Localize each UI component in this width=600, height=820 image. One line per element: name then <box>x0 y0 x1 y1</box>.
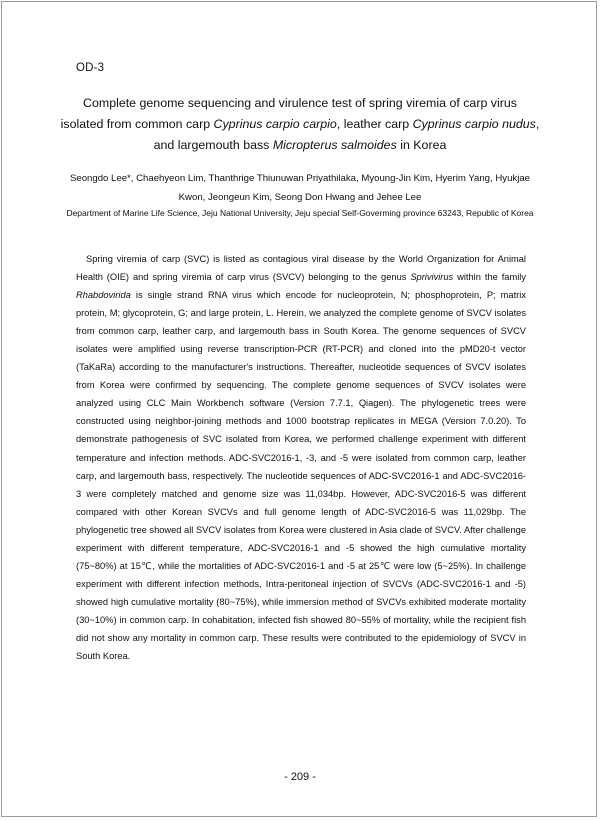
session-code: OD-3 <box>76 62 105 74</box>
page-number: - 209 - <box>284 771 316 783</box>
abstract-body: Spring viremia of carp (SVC) is listed as contagious viral disease by the World Organization for Animal Health (OIE) and spring viremia of carp virus (SVCV) belonging to the genus Sprivivirus within the family Rhabdovirida is single strand RNA virus which encode for nucleoprotein, N; phosphoprotein, P; matrix protein, M; glycoprotein, G; and large protein, L. Herein, we analyzed the complete genome of SVCV isolates from common carp, leather carp, and largemouth bass in South Korea. The genome sequences of SVCV isolates were amplified using reverse transcription-PCR (RT-PCR) and cloned into the pMD20-t vector (TaKaRa) according to the manufacturer's instructions. Thereafter, nucleotide sequences of SVCV isolates from Korea were confirmed by sequencing. The complete genome sequences of SVCV isolates were analyzed using CLC Main Workbench software (Version 7.7.1, Qiagen). The phylogenetic trees were constructed using neighbor-joining methods and 1000 bootstrap replicates in MEGA (Version 7.0.20). To demonstrate pathogenesis of SVC isolated from Korea, we performed challenge experiment with different temperature and infection methods. ADC-SVC2016-1, -3, and -5 were isolated from common carp, leather carp, and largemouth bass, respectively. The nucleotide sequences of ADC-SVC2016-1 and ADC-SVC2016-3 were completely matched and genome size was 11,034bp. However, ADC-SVC2016-5 was different compared with other Korean SVCVs and full genome length of ADC-SVC2016-5 was 11,029bp. The phylogenetic tree showed all SVCV isolates from Korea were clustered in Asia clade of SVCV. After challenge experiment with different temperature, ADC-SVC2016-1 and -5 showed the high cumulative mortality (75~80%) at 15℃, while the mortalities of ADC-SVC2016-1 and -5 at 25℃ were low (5~25%). In challenge experiment with different infection methods, Intra-peritoneal injection of SVCVs (ADC-SVC2016-1 and -5) showed high cumulative mortality (80~75%), while immersion method of SVCVs exhibited moderate mortality (30~10%) in common carp. In cohabitation, infected fish showed 80~55% of mortality, while the recipient fish did not show any mortality in common carp. These results were contributed to the epidemiology of SVCV in South Korea. <box>76 254 526 662</box>
author-list: Seongdo Lee*, Chaehyeon Lim, Thanthrige Thiunuwan Priyathilaka, Myoung-Jin Kim, Hyerim Yang, Hyukjae Kwon, Jeongeun Kim, Seong Don Hwang and Jehee Lee <box>69 173 531 203</box>
paper-title: Complete genome sequencing and virulence test of spring viremia of carp virus isolated from common carp Cyprinus carpio carpio, leather carp Cyprinus carpio nudus, and largemouth bass Micropterus salmoides in Korea <box>60 96 540 152</box>
affiliation: Department of Marine Life Science, Jeju National University, Jeju special Self-Goverming province 63243, Republic of Korea <box>66 208 534 218</box>
